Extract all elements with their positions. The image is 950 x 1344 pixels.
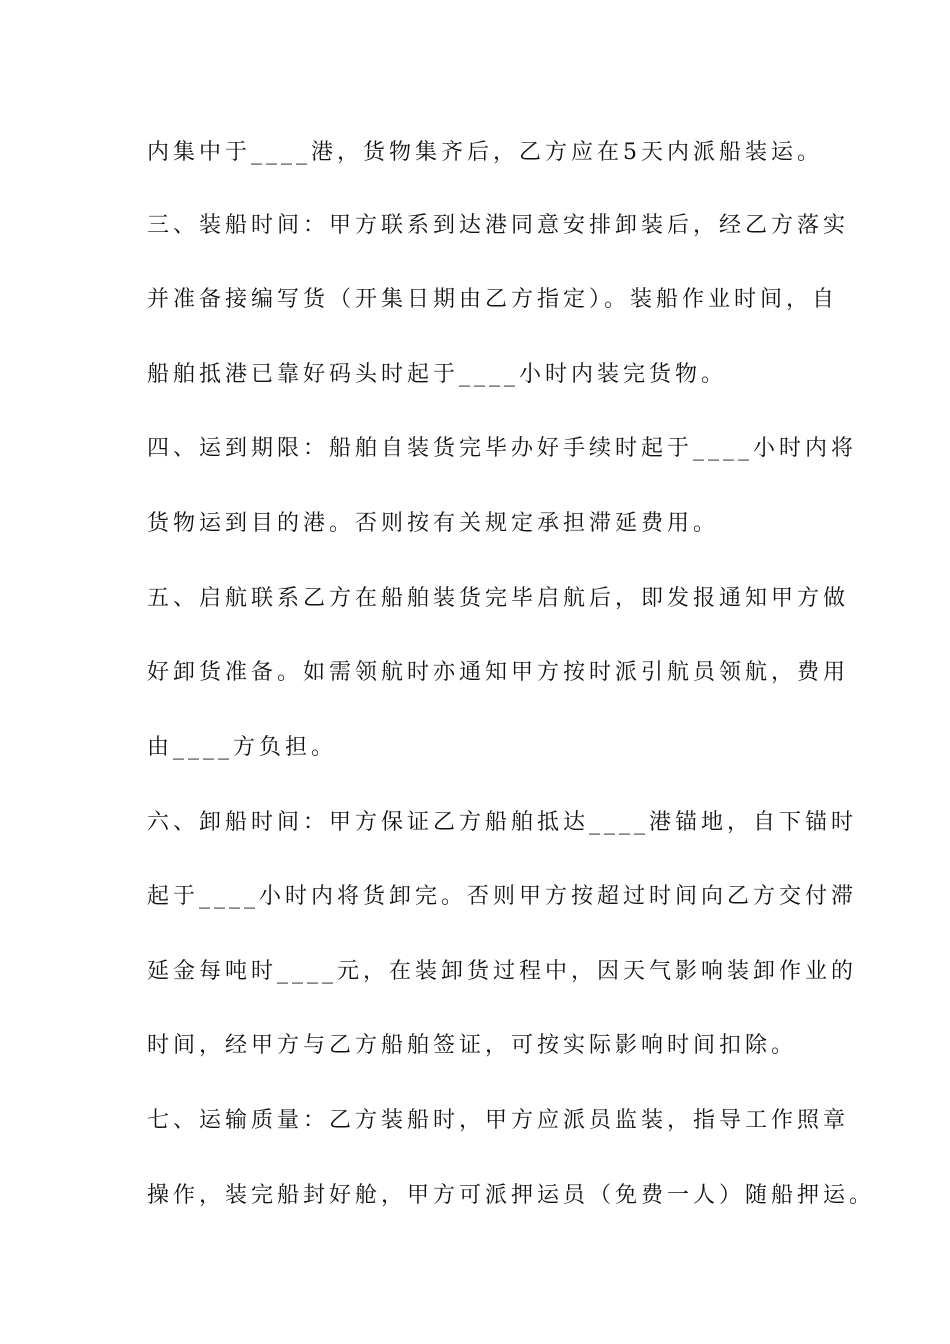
text-line-11: 起于____小时内将货卸完。否则甲方按超过时间向乙方交付滞 (147, 884, 858, 909)
text-line-12: 延金每吨时____元，在装卸货过程中，因天气影响装卸作业的 (147, 959, 858, 984)
text-line-15: 操作，装完船封好舱，甲方可派押运员（免费一人）随船押运。 (147, 1183, 876, 1208)
text-line-14: 七、运输质量：乙方装船时，甲方应派员监装，指导工作照章 (147, 1108, 850, 1133)
text-line-8: 好卸货准备。如需领航时亦通知甲方按时派引航员领航，费用 (147, 660, 850, 685)
text-line-6: 货物运到目的港。否则按有关规定承担滞延费用。 (147, 511, 720, 536)
text-line-10: 六、卸船时间：甲方保证乙方船舶抵达____港锚地，自下锚时 (147, 810, 858, 835)
text-line-5: 四、运到期限：船舶自装货完毕办好手续时起于____小时内将 (147, 436, 858, 461)
text-line-1: 内集中于____港，货物集齐后，乙方应在5天内派船装运。 (147, 140, 823, 165)
text-line-7: 五、启航联系乙方在船舶装货完毕启航后，即发报通知甲方做 (147, 586, 850, 611)
text-line-9: 由____方负担。 (147, 735, 338, 760)
text-line-13: 时间，经甲方与乙方船舶签证，可按实际影响时间扣除。 (147, 1033, 798, 1058)
text-line-3: 并准备接编写货（开集日期由乙方指定）。装船作业时间，自 (147, 287, 839, 312)
text-line-2: 三、装船时间：甲方联系到达港同意安排卸装后，经乙方落实 (147, 213, 850, 238)
text-line-4: 船舶抵港已靠好码头时起于____小时内装完货物。 (147, 362, 728, 387)
